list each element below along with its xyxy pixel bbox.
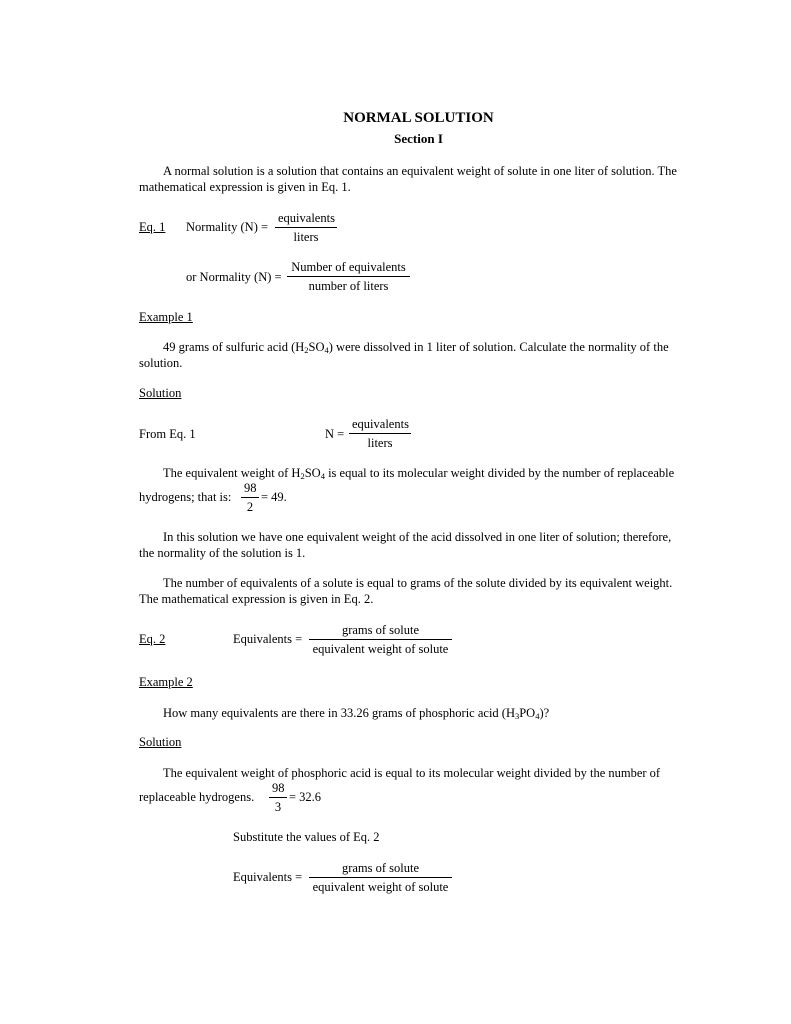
solution2-denominator: 3 bbox=[274, 800, 282, 814]
solution1-n-numerator: equivalents bbox=[349, 416, 411, 434]
solution1-heading: Solution bbox=[139, 386, 182, 400]
example1-question-line-2: solution. bbox=[139, 356, 183, 370]
eq2-label: Eq. 2 bbox=[139, 632, 166, 646]
example2-question: How many equivalents are there in 33.26 grams of phosphoric acid $(H_3PO_4)$? bbox=[163, 706, 550, 721]
eq2-lhs: Equivalents = bbox=[233, 632, 303, 646]
solution2-lhs: Equivalents = bbox=[233, 870, 303, 884]
eq2-numerator: grams of solute bbox=[309, 622, 452, 640]
eq1-label: Eq. 1 bbox=[139, 220, 166, 234]
eq2-denominator: equivalent weight of solute bbox=[312, 642, 449, 656]
equivalent-weight-denominator: 2 bbox=[246, 500, 254, 514]
eq1-numerator: equivalents bbox=[275, 210, 337, 228]
solution1-n-fraction bbox=[349, 416, 411, 451]
equivalents-def-line-1: The number of equivalents of a solute is equal to grams of the solute divided by its equivalent weight. bbox=[163, 576, 673, 590]
from-eq1-label: From Eq. 1 bbox=[139, 427, 196, 441]
conclusion-line-1: In this solution we have one equivalent weight of the acid dissolved in one liter of solution; therefore, bbox=[163, 530, 672, 544]
equivalent-weight-line-2: hydrogens; that is: bbox=[139, 490, 232, 504]
solution2-heading: Solution bbox=[139, 735, 182, 749]
equivalent-weight-result: = 49. bbox=[261, 490, 287, 504]
eq1-alt-lhs: or Normality (N) = bbox=[186, 270, 282, 284]
page-title: NORMAL SOLUTION bbox=[343, 110, 494, 126]
section-heading: Section I bbox=[394, 131, 443, 146]
conclusion-line-2: the normality of the solution is 1. bbox=[139, 546, 306, 560]
equivalent-weight-numerator: 98 bbox=[241, 480, 259, 498]
solution2-eq-numerator: grams of solute bbox=[309, 860, 452, 878]
eq1-alt-fraction bbox=[287, 259, 410, 294]
example1-heading: Example 1 bbox=[139, 310, 193, 324]
solution2-eq-denominator: equivalent weight of solute bbox=[312, 880, 449, 894]
intro-line-2: mathematical expression is given in Eq. 1. bbox=[139, 180, 351, 194]
substitute-text: Substitute the values of Eq. 2 bbox=[233, 830, 380, 844]
equivalents-def-line-2: The mathematical expression is given in Eq. 2. bbox=[139, 592, 374, 606]
solution2-numerator: 98 bbox=[269, 780, 287, 798]
eq1-fraction bbox=[275, 210, 337, 245]
solution1-n-denominator: liters bbox=[367, 436, 393, 450]
solution1-n-lhs: N = bbox=[325, 427, 345, 441]
example1-question-line-1: 49 grams of sulfuric acid $(H_2SO_4)$ were dissolved in 1 liter of solution. Calculate the normality of the bbox=[163, 340, 669, 355]
equivalent-weight-fraction bbox=[241, 480, 259, 515]
solution2-line-2: replaceable hydrogens. bbox=[139, 790, 255, 804]
intro-line-1: A normal solution is a solution that contains an equivalent weight of solute in one liter of solution. The bbox=[163, 164, 677, 178]
solution2-fraction bbox=[269, 780, 287, 815]
eq1-lhs: Normality (N) = bbox=[186, 220, 269, 234]
solution2-result: = 32.6 bbox=[289, 790, 322, 804]
solution2-eq-fraction bbox=[309, 860, 452, 895]
eq1-alt-denominator: number of liters bbox=[308, 279, 389, 293]
example2-heading: Example 2 bbox=[139, 675, 193, 689]
solution2-line-1: The equivalent weight of phosphoric acid is equal to its molecular weight divided by the number of bbox=[163, 766, 661, 780]
eq1-denominator: liters bbox=[293, 230, 319, 244]
eq1-alt-numerator: Number of equivalents bbox=[287, 259, 410, 277]
equivalent-weight-line-1: The equivalent weight of $H_2SO_4$ is equal to its molecular weight divided by the number of replaceable bbox=[163, 466, 675, 481]
eq2-fraction bbox=[309, 622, 452, 657]
